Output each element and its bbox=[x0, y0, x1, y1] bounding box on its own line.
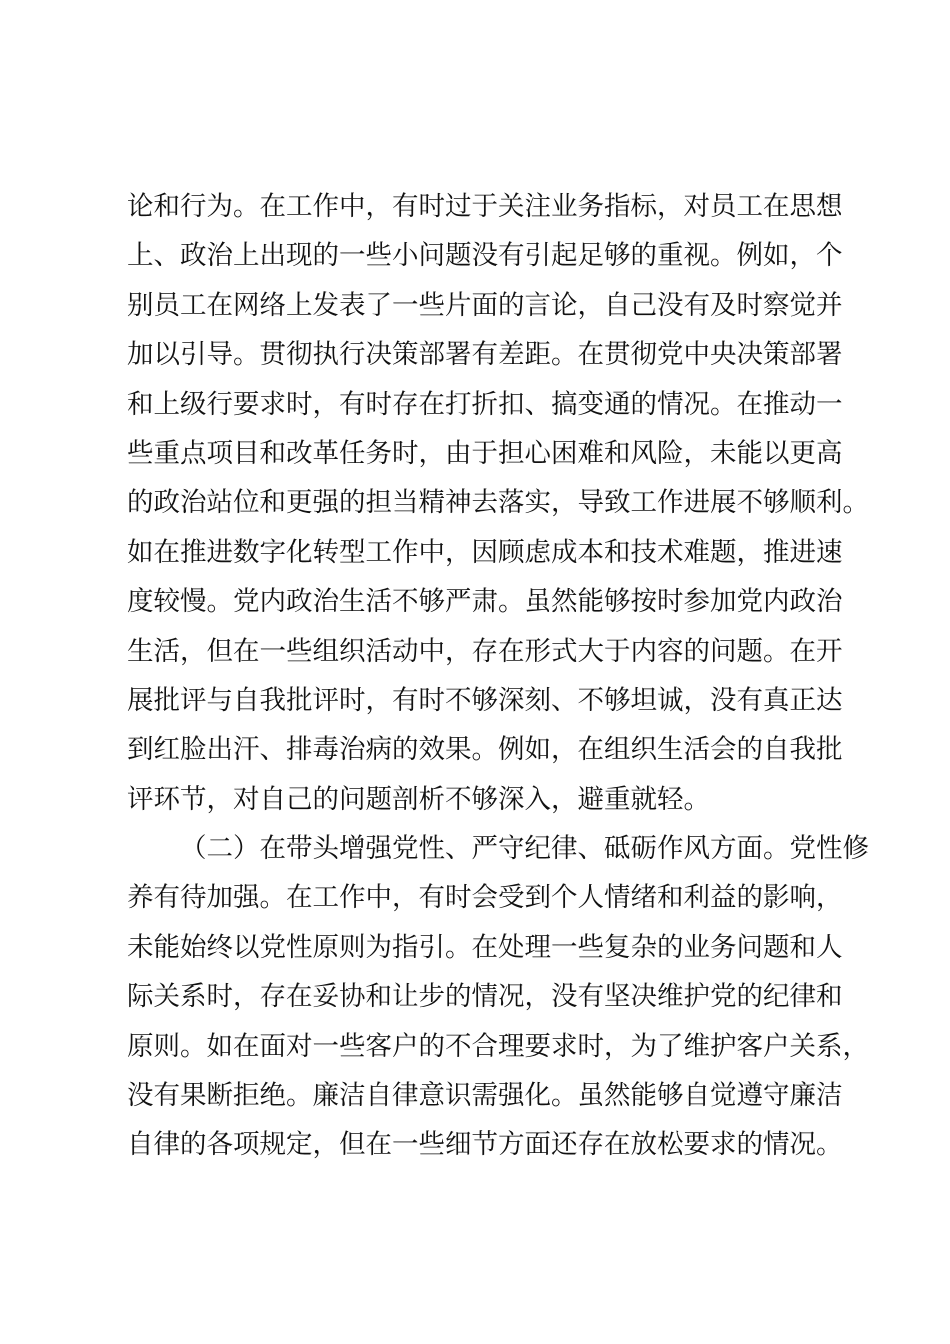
text-line: 到红脸出汗、排毒治病的效果。例如，在组织生活会的自我批 bbox=[127, 734, 843, 766]
text-line: 原则。如在面对一些客户的不合理要求时，为了维护客户关系， bbox=[127, 1030, 869, 1062]
text-line: 没有果断拒绝。廉洁自律意识需强化。虽然能够自觉遵守廉洁 bbox=[127, 1080, 843, 1112]
text-line: 如在推进数字化转型工作中，因顾虑成本和技术难题，推进速 bbox=[127, 536, 843, 568]
text-line: 加以引导。贯彻执行决策部署有差距。在贯彻党中央决策部署 bbox=[127, 339, 843, 371]
text-line: 论和行为。在工作中，有时过于关注业务指标，对员工在思想 bbox=[127, 191, 843, 222]
text-line: 的政治站位和更强的担当精神去落实，导致工作进展不够顺利。 bbox=[127, 487, 869, 519]
text-line: 上、政治上出现的一些小问题没有引起足够的重视。例如，个 bbox=[127, 240, 843, 272]
text-line: 些重点项目和改革任务时，由于担心困难和风险，未能以更高 bbox=[127, 437, 843, 469]
text-line: 评环节，对自己的问题剖析不够深入，避重就轻。 bbox=[127, 783, 710, 815]
text-line: 养有待加强。在工作中，有时会受到个人情绪和利益的影响， bbox=[127, 882, 843, 914]
section-heading-line: （二）在带头增强党性、严守纪律、砥砺作风方面。党性修 bbox=[180, 833, 869, 865]
text-line: 生活，但在一些组织活动中，存在形式大于内容的问题。在开 bbox=[127, 635, 843, 667]
text-line: 自律的各项规定，但在一些细节方面还存在放松要求的情况。 bbox=[127, 1129, 843, 1161]
text-line: 别员工在网络上发表了一些片面的言论，自己没有及时察觉并 bbox=[127, 289, 843, 321]
text-line: 和上级行要求时，有时存在打折扣、搞变通的情况。在推动一 bbox=[127, 388, 843, 420]
text-line: 际关系时，存在妥协和让步的情况，没有坚决维护党的纪律和 bbox=[127, 981, 843, 1013]
text-line: 度较慢。党内政治生活不够严肃。虽然能够按时参加党内政治 bbox=[127, 586, 843, 618]
text-line: 展批评与自我批评时，有时不够深刻、不够坦诚，没有真正达 bbox=[127, 684, 843, 716]
text-line: 未能始终以党性原则为指引。在处理一些复杂的业务问题和人 bbox=[127, 931, 843, 963]
body-text bbox=[127, 182, 869, 1170]
